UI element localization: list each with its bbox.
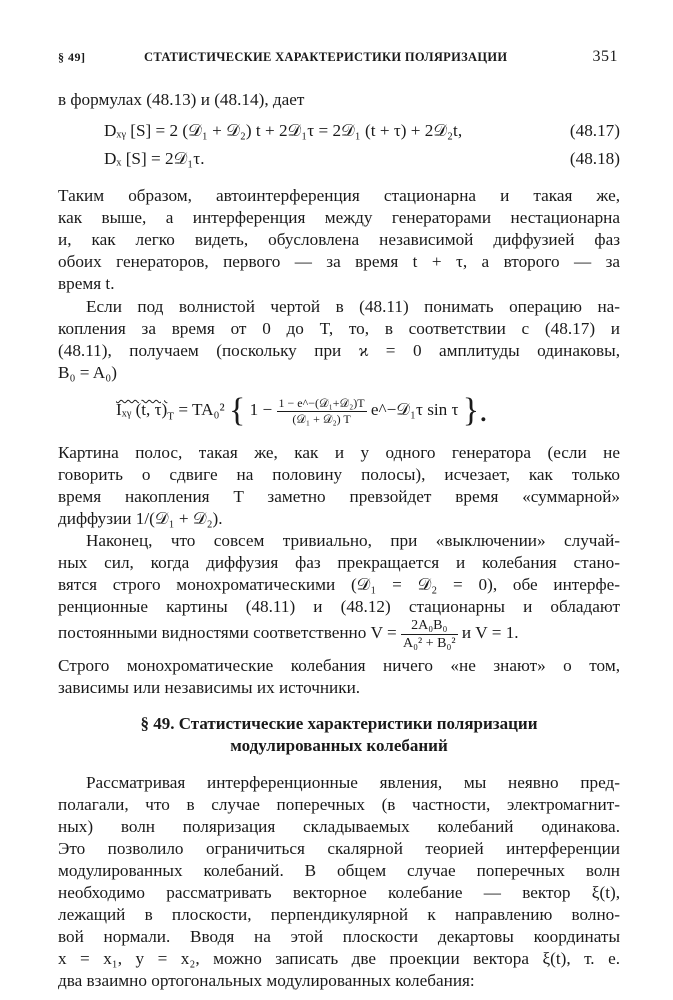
section-title: модулированных колебаний xyxy=(230,736,448,755)
visibility-fraction-num: 2A₀B₀ xyxy=(401,617,458,635)
text-line: полагали, что в случае поперечных (в частности, электромагнит- xyxy=(58,795,620,814)
visibility-v: V = xyxy=(370,623,397,642)
equation-accumulation xyxy=(116,392,488,428)
text-line: вой нормали. Вводя на этой плоскости декартовы координаты xyxy=(58,927,620,946)
equation-48-17: Dₓᵧ [S] = 2 (𝒟₁ + 𝒟₂) t + 2𝒟₁τ = 2𝒟₁ (t + τ) + 2𝒟₂t, xyxy=(104,121,463,140)
accum-fraction-den: (𝒟₁ + 𝒟₂) T xyxy=(292,411,351,426)
text-line: Это позволило ограничиться скалярной теорией интерференции xyxy=(58,839,620,858)
accum-fraction xyxy=(277,396,367,427)
visibility-fraction xyxy=(401,617,458,652)
visibility-tail: и V = 1. xyxy=(461,623,519,642)
text-line: Рассматривая интерференционные явления, мы неявно пред- xyxy=(86,773,620,792)
text-line: время t. xyxy=(58,274,115,293)
page-number: 351 xyxy=(592,48,618,65)
equation-number: (48.18) xyxy=(569,149,620,168)
accum-lhs: Iₓᵧ (t, τ) xyxy=(116,400,168,419)
text-line: Наконец, что совсем тривиально, при «выключении» случай- xyxy=(86,531,620,550)
accum-mid: = TA₀² xyxy=(178,400,225,419)
text-line: модулированных колебаний. В общем случае поперечных волн xyxy=(58,861,620,880)
running-header xyxy=(58,50,618,70)
text-line: Картина полос, такая же, как и у одного генератора (если не xyxy=(58,443,620,462)
text-line: Таким образом, автоинтерференция стационарна и такая же, xyxy=(58,186,620,205)
text-line: как выше, а интерференция между генераторами нестационарна xyxy=(58,208,620,227)
text-line: (48.11), получаем (поскольку при ϰ = 0 амплитуды одинаковы, xyxy=(58,341,620,360)
header-title: СТАТИСТИЧЕСКИЕ ХАРАКТЕРИСТИКИ ПОЛЯРИЗАЦИИ xyxy=(144,50,508,64)
text-line: обоих генераторов, первого — за время t + τ, а второго — за xyxy=(58,252,620,271)
text-line: зависимы или независимы их источники. xyxy=(58,678,361,697)
left-brace-icon: { xyxy=(228,392,246,430)
text-line: вятся строго монохроматическими (𝒟₁ = 𝒟₂ = 0), обе интерфе- xyxy=(58,575,620,594)
text-line: диффузии 1/(𝒟₁ + 𝒟₂). xyxy=(58,509,223,528)
text-line: Если под волнистой чертой в (48.11) понимать операцию на- xyxy=(86,297,620,316)
text-line: ных) волн поляризация складываемых колебаний одинакова. xyxy=(58,817,620,836)
text-line: Строго монохроматические колебания ничего «не знают» о том, xyxy=(58,656,620,675)
equation-48-18: Dₓ [S] = 2𝒟₁τ. xyxy=(104,149,205,168)
visibility-text: постоянными видностями соответственно xyxy=(58,623,367,642)
text-line: лежащий в плоскости, перпендикулярной к направлению волно- xyxy=(58,905,620,924)
text-line: x = x₁, y = x₂, можно записать две проекции вектора ξ(t), т. е. xyxy=(58,949,620,968)
text-line: время накопления T заметно превзойдет время «суммарной» xyxy=(58,487,620,506)
equation-number: (48.17) xyxy=(569,121,620,140)
text-line: и, как легко видеть, обусловлена независимой диффузией фаз xyxy=(58,230,620,249)
header-section-ref: § 49] xyxy=(58,50,86,64)
accum-tail: e^−𝒟₁τ sin τ xyxy=(370,400,459,419)
text-line: говорить о сдвиге на половину полосы), исчезает, как только xyxy=(58,465,620,484)
text-line: в формулах (48.13) и (48.14), дает xyxy=(58,90,305,109)
accum-fraction-num: 1 − e^−(𝒟₁+𝒟₂)T xyxy=(278,395,365,410)
text-line-visibility xyxy=(58,615,620,651)
accum-one: 1 − xyxy=(249,400,273,419)
text-line: копления за время от 0 до T, то, в соответствии с (48.17) и xyxy=(58,319,620,338)
accum-sub: T xyxy=(167,410,175,423)
text-line: два взаимно ортогональных модулированных колебания: xyxy=(58,971,475,990)
text-line: B₀ = A₀) xyxy=(58,363,117,382)
text-line: необходимо рассматривать векторное колебание — вектор ξ(t), xyxy=(58,883,620,902)
text-line: ренционные картины (48.11) и (48.12) стационарны и обладают xyxy=(58,597,620,616)
text-line: ных сил, когда диффузия фаз прекращается и колебания стано- xyxy=(58,553,620,572)
section-title: § 49. Статистические характеристики поляризации xyxy=(140,714,538,733)
visibility-fraction-den: A₀² + B₀² xyxy=(403,635,456,651)
right-brace-icon: }. xyxy=(462,392,488,430)
